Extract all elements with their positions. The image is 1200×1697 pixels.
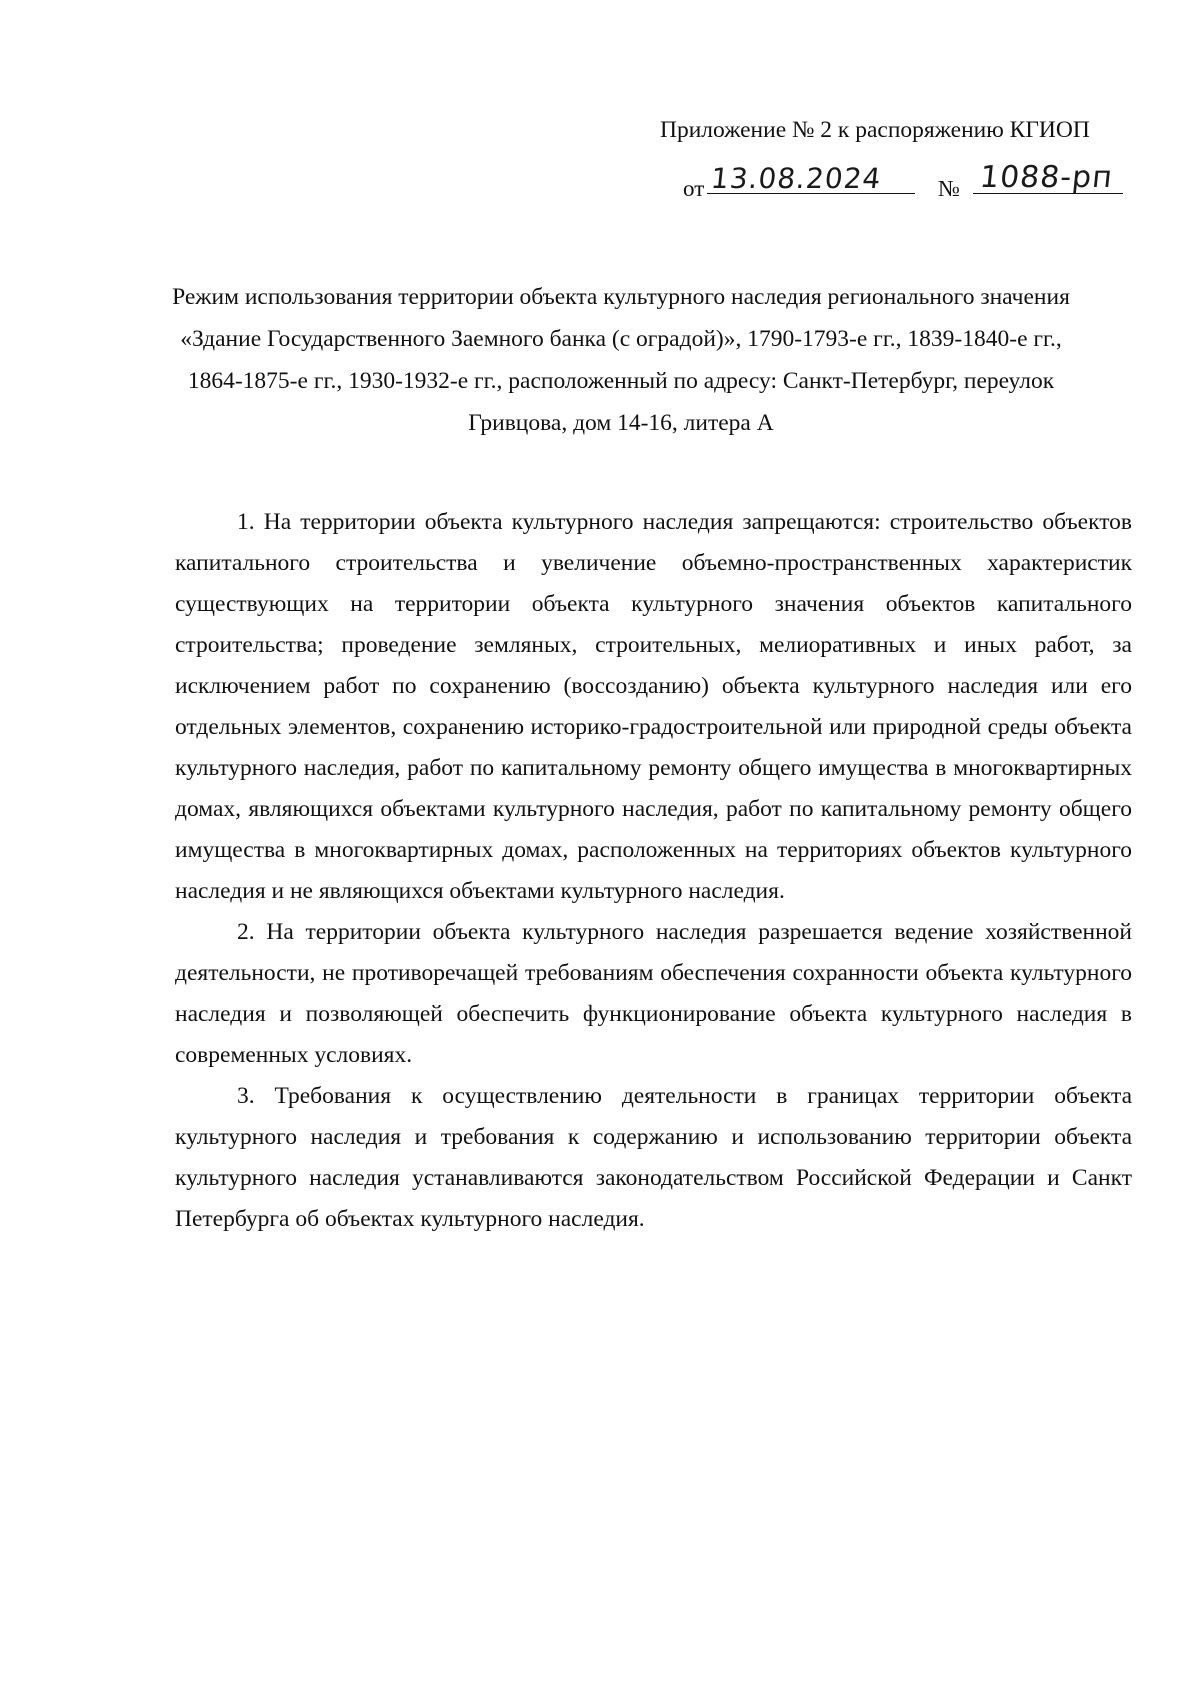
date-label: от <box>683 176 705 201</box>
paragraph-3: 3. Требования к осуществлению деятельности в границах территории объекта культурного наследия и требования к содержанию и использованию территории объекта культурного наследия устанавливаются законодательством Российской Федерации и Санкт Петербурга об объектах культурного наследия. <box>175 1083 1132 1232</box>
number-label: № <box>938 176 960 201</box>
handwritten-date: 13.08.2024 <box>709 162 884 195</box>
document-title: Режим использования территории объекта культурного наследия регионального значения «Здание Государственного Заемного банка (с оградой)», 1790-1793-е гг., 1839-1840-е гг., 1864-1875-е гг., 1930-1932-е гг., расположенный по адресу: Санкт-Петербург, переулок Гривцова, дом 14-16, литера А <box>172 284 1070 436</box>
paragraph-1: 1. На территории объекта культурного наследия запрещаются: строительство объектов капитального строительства и увеличение объемно-пространственных характеристик существующих на территории объекта культурного значения объектов капитального строительства; проведение земляных, строительных, мелиоративных и иных работ, за исключением работ по сохранению (воссозданию) объекта культурного наследия или его отдельных элементов, сохранению историко-градостроительной или природной среды объекта культурного наследия, работ по капитальному ремонту общего имущества в многоквартирных домах, являющихся объектами культурного наследия, работ по капитальному ремонту общего имущества в многоквартирных домах, расположенных на территориях объектов культурного наследия и не являющихся объектами культурного наследия. <box>175 509 1132 904</box>
appendix-heading: Приложение № 2 к распоряжению КГИОП <box>660 117 1090 143</box>
date-underline <box>707 193 915 194</box>
number-underline <box>973 193 1123 194</box>
order-reference-line <box>683 160 1133 208</box>
document-body <box>175 502 1132 1240</box>
handwritten-order-number: 1088-рп <box>978 160 1115 195</box>
paragraph-2: 2. На территории объекта культурного наследия разрешается ведение хозяйственной деятельности, не противоречащей требованиям обеспечения сохранности объекта культурного наследия и позволяющей обеспечить функционирование объекта культурного наследия в современных условиях. <box>175 919 1132 1068</box>
